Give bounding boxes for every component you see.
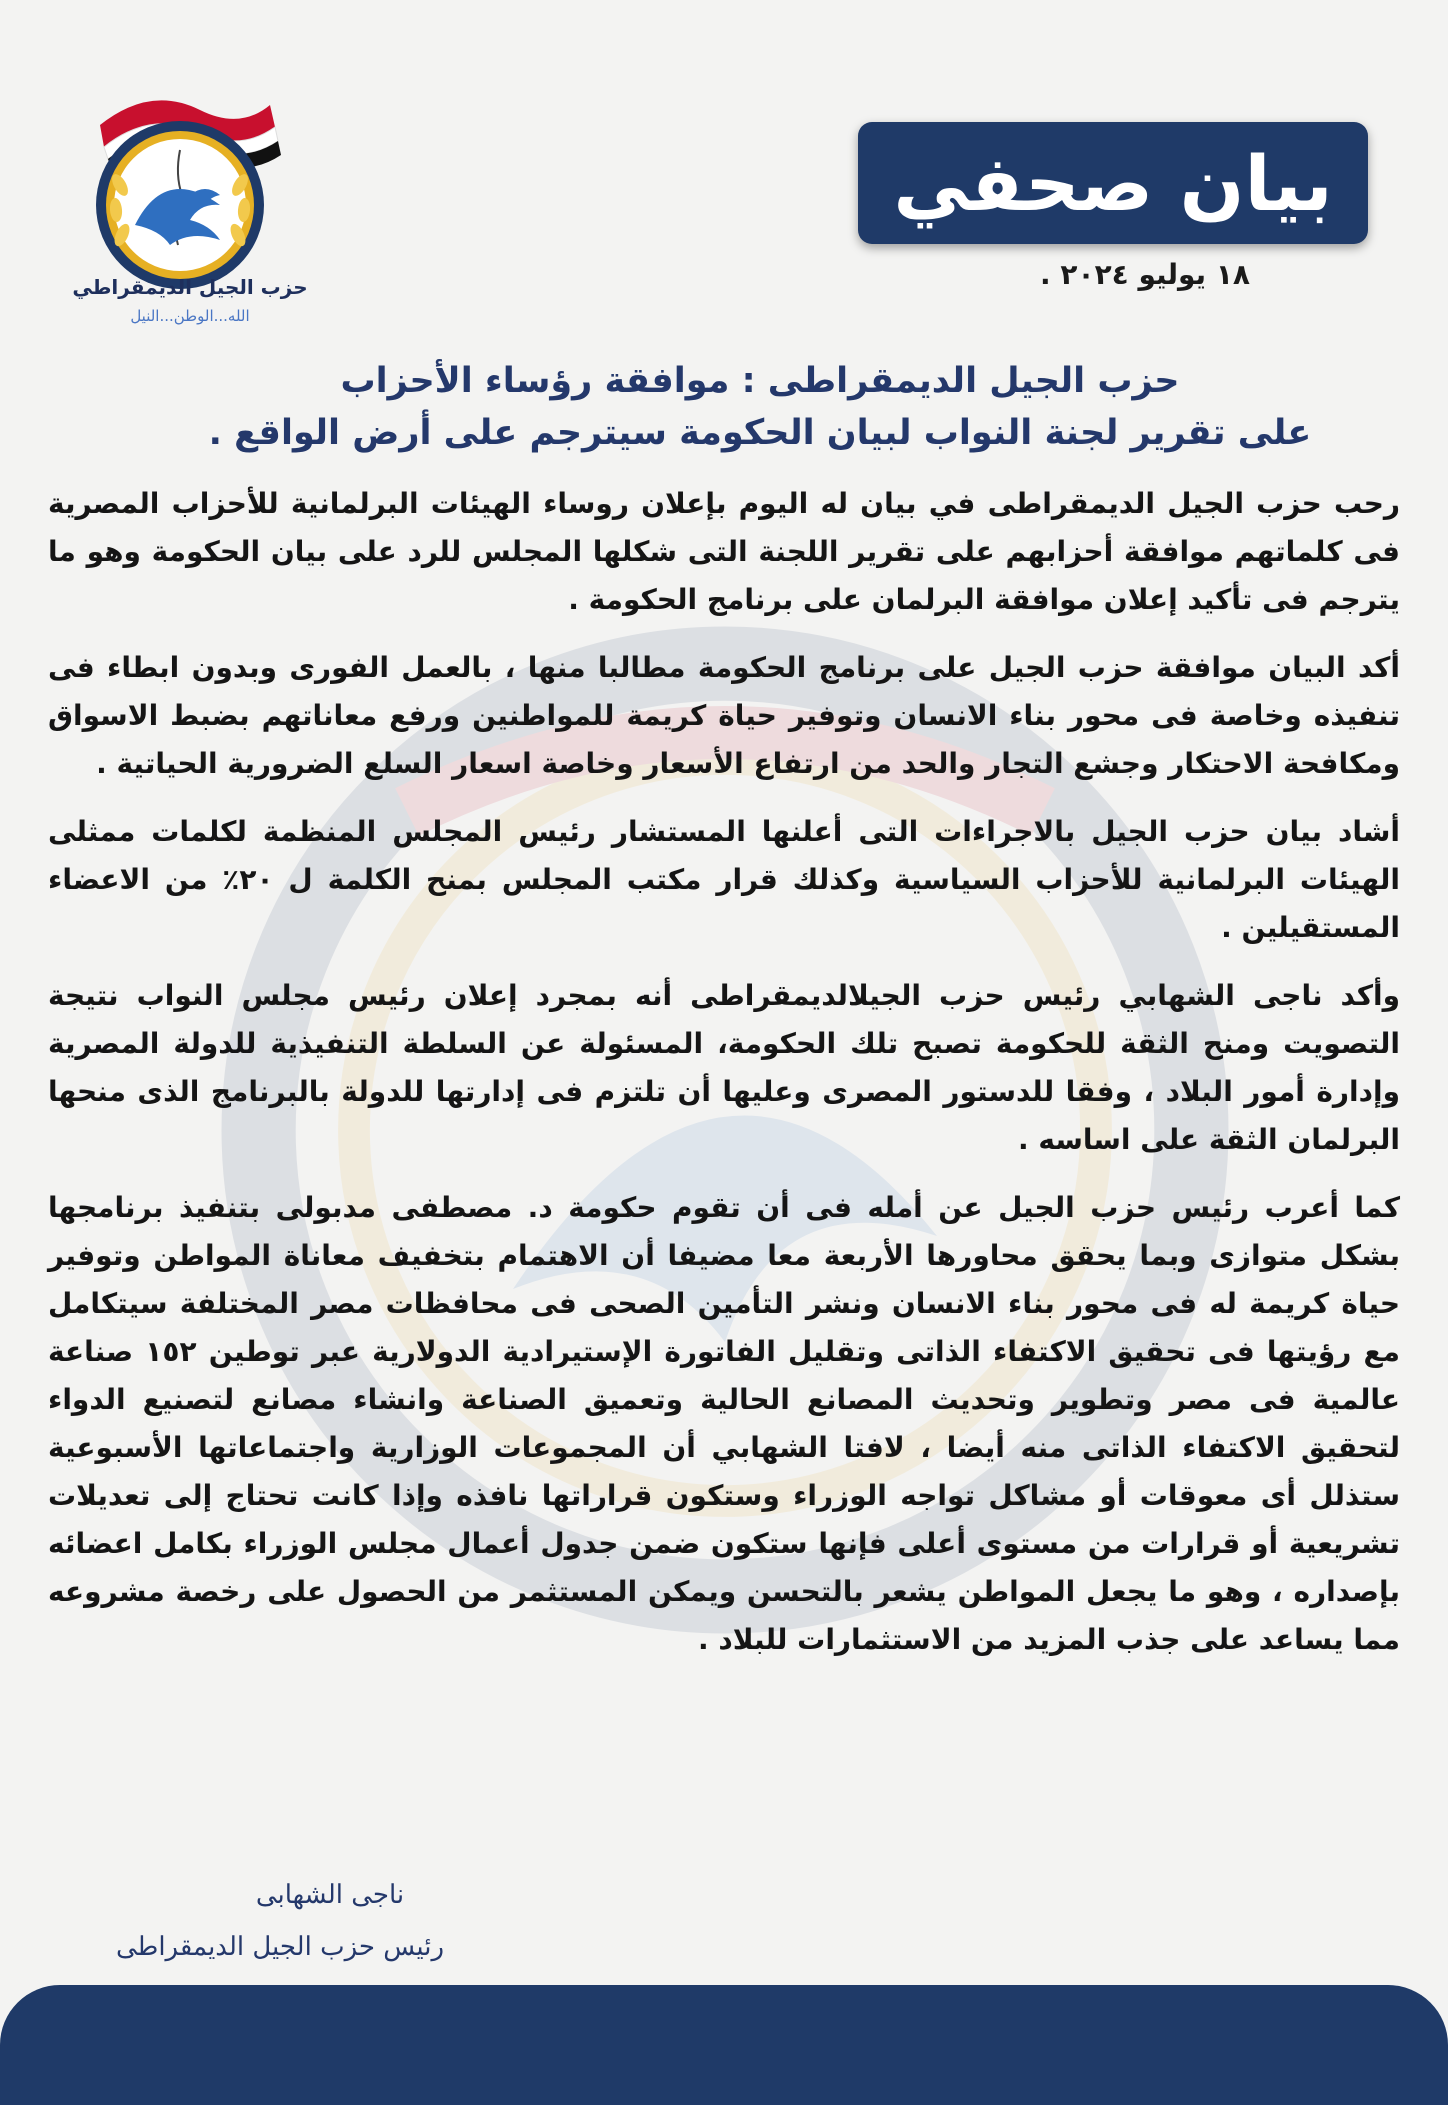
paragraph-5: كما أعرب رئيس حزب الجيل عن أمله فى أن تقوم حكومة د. مصطفى مدبولى بتنفيذ برنامجها بشكل متوازى وبما يحقق محاورها الأربعة معا مضيفا أن الاهتمام بتخفيف معاناة المواطن وتوفير حياة كريمة له فى محور بناء الانسان ونشر التأمين الصحى فى محافظات مصر المختلفة سيتكامل مع رؤيتها فى تحقيق الاكتفاء الذاتى وتقليل الفاتورة الإستيرادية الدولارية عبر توطين ١٥٢ صناعة عالمية فى مصر وتطوير وتحديث المصانع الحالية وتعميق الصناعة وانشاء مصانع لتصنيع الدواء لتحقيق الاكتفاء الذاتى منه أيضا ، لافتا الشهابي أن المجموعات الوزارية واجتماعاتها الأسبوعية ستذلل أى معوقات أو مشاكل تواجه الوزراء وستكون قراراتها نافذه وإذا كانت تحتاج إلى تعديلات تشريعية أو قرارات من مستوى أعلى فإنها ستكون ضمن جدول أعمال مجلس الوزراء بكامل اعضائه بإصداره ، وهو ما يجعل المواطن يشعر بالتحسن ويمكن المستثمر من الحصول على رخصة مشروعه مما يساعد على جذب المزيد من الاستثمارات للبلاد . <box>48 1191 1401 1656</box>
paragraph-4: وأكد ناجى الشهابي رئيس حزب الجيلالديمقراطى أنه بمجرد إعلان رئيس مجلس النواب نتيجة التصويت ومنح الثقة للحكومة تصبح تلك الحكومة، المسئولة عن السلطة التنفيذية للدولة المصرية وإدارة أمور البلاد ، وفقا للدستور المصرى وعليها أن تلتزم فى إدارتها للدولة بالبرنامج الذى منحها البرلمان الثقة على اساسه . <box>48 979 1400 1156</box>
party-logo <box>70 55 310 345</box>
paragraph-1: رحب حزب الجيل الديمقراطى في بيان له اليوم بإعلان روساء الهيئات البرلمانية للأحزاب المصرية فى كلماتهم موافقة أحزابهم على تقرير اللجنة التى شكلها المجلس للرد على بيان الحكومة وهو ما يترجم فى تأكيد إعلان موافقة البرلمان على برنامج الحكومة . <box>48 487 1400 616</box>
headline-line-2: على تقرير لجنة النواب لبيان الحكومة سيترجم على أرض الواقع . <box>208 413 1312 453</box>
logo-slogan: الله...الوطن...النيل <box>130 307 250 325</box>
signatory-name: ناجى الشهابى <box>255 1880 405 1910</box>
footer-band <box>0 1985 1448 2105</box>
logo-party-name: حزب الجيل الديمقراطي <box>72 275 308 299</box>
headline-line-1: حزب الجيل الديمقراطى : موافقة رؤساء الأحزاب <box>340 361 1180 401</box>
release-date: ١٨ يوليو ٢٠٢٤ . <box>1040 258 1250 291</box>
badge-text: بيان صحفي <box>893 138 1333 228</box>
paragraph-3: أشاد بيان حزب الجيل بالاجراءات التى أعلنها المستشار رئيس المجلس المنظمة لكلمات ممثلى الهيئات البرلمانية للأحزاب السياسية وكذلك قرار مكتب المجلس بمنح الكلمة ل ٢٠٪ من الاعضاء المستقيلين . <box>48 815 1400 944</box>
signatory-title: رئيس حزب الجيل الديمقراطى <box>115 1932 445 1962</box>
press-release-badge <box>858 122 1368 244</box>
headline <box>160 355 1360 459</box>
body-content <box>48 480 1400 1684</box>
signature-block <box>80 1880 480 1962</box>
paragraph-2: أكد البيان موافقة حزب الجيل على برنامج الحكومة مطالبا منها ، بالعمل الفورى وبدون ابطاء فى تنفيذه وخاصة فى محور بناء الانسان وتوفير حياة كريمة للمواطنين ورفع معاناتهم بضبط الاسواق ومكافحة الاحتكار وجشع التجار والحد من ارتفاع الأسعار وخاصة اسعار السلع الضرورية الحياتية . <box>48 651 1400 780</box>
eagle-emblem-icon <box>70 55 310 295</box>
